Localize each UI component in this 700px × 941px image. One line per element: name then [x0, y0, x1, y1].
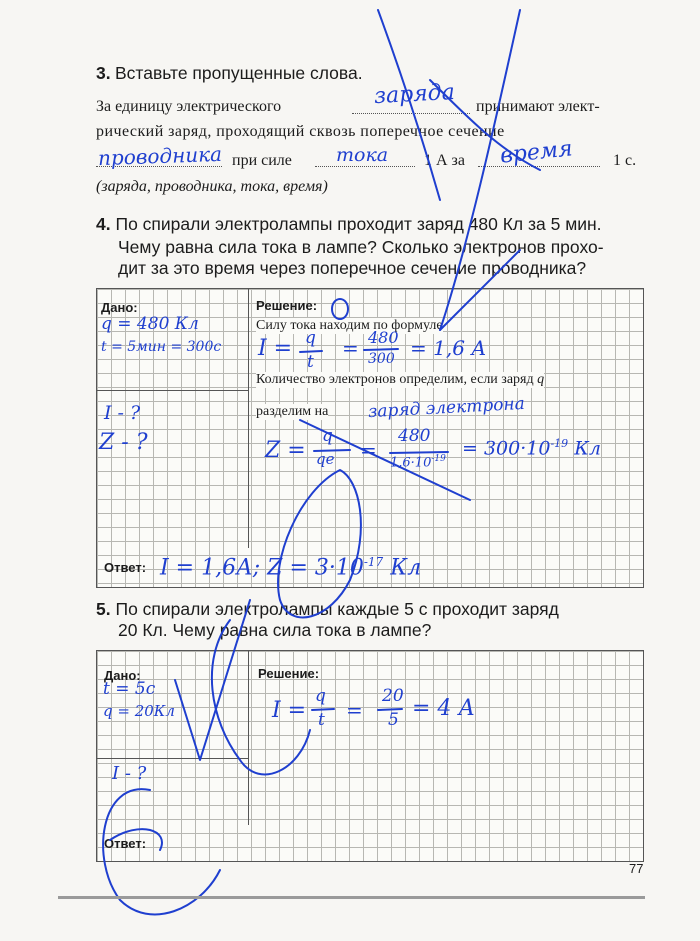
- task4-f1-res: = 1,6 А: [410, 336, 487, 360]
- task3-title: Вставьте пропущенные слова.: [114, 63, 363, 83]
- task3-answer2: проводника: [97, 141, 223, 171]
- task4-f1-num: q: [305, 328, 316, 348]
- task5-dano-label: Дано:: [104, 668, 141, 683]
- task4-f2-res-unit: Кл: [574, 437, 602, 460]
- t4-f2-bar2: [390, 452, 448, 453]
- task4-hw-answer-unit: Кл: [390, 555, 422, 581]
- task4-otvet-label: Ответ:: [104, 560, 147, 575]
- task4-sol-text3: разделим на: [256, 404, 329, 419]
- t4-circle: [332, 299, 348, 319]
- task4-f2-num: q: [322, 426, 333, 446]
- task5-number: 5.: [96, 599, 111, 619]
- task3-options: (заряда, проводника, тока, время): [96, 178, 328, 195]
- task4-hw-fill: заряд электрона: [367, 393, 526, 423]
- task5-f-num: q: [315, 686, 326, 706]
- task5-f-lhs: I =: [272, 698, 307, 723]
- task5-line2: 20 Кл. Чему равна сила тока в лампе?: [118, 620, 432, 640]
- task4-f1-den: t: [307, 352, 314, 372]
- task3-answer3: тока: [336, 144, 389, 166]
- task4-f2-res-base: = 300·10: [462, 437, 551, 460]
- task3-line1b: принимают элект-: [476, 98, 600, 115]
- task4-f1-eq: =: [342, 336, 359, 360]
- task5-f-den: t: [318, 710, 325, 730]
- task4-f1-num2: 480: [368, 328, 399, 347]
- task4-hw-find1: I - ?: [104, 402, 141, 424]
- task4-line2: Чему равна сила тока в лампе? Сколько электронов прохо-: [118, 237, 604, 257]
- task3-answer1: заряда: [373, 79, 456, 110]
- task5-f-eq: =: [346, 698, 363, 722]
- task5-reshenie-label: Решение:: [258, 666, 320, 681]
- task4-f2-res-exp: -19: [550, 437, 569, 450]
- t4-f2-bar1: [314, 450, 350, 451]
- task4-f1-den2: 300: [368, 351, 395, 367]
- task4-hw-q: q = 480 Кл: [101, 314, 199, 334]
- t4-f1-bar2: [364, 349, 398, 350]
- task4-sol-text1: Силу тока находим по формуле: [256, 318, 443, 333]
- task4-hw-t: t = 5мин = 300с: [101, 339, 222, 355]
- t5-f-bar1: [312, 709, 334, 710]
- big-c-1: [212, 620, 310, 774]
- task4-f2-lhs: Z =: [265, 438, 306, 463]
- task5-f-res: = 4 А: [412, 696, 476, 721]
- task4-hw-answer-base: I = 1,6А; Z = 3·10: [160, 555, 364, 581]
- footer-bar: [58, 896, 645, 899]
- slash-1: [378, 10, 440, 200]
- task4-reshenie-label: Решение:: [256, 298, 318, 313]
- task4-f1-lhs: I =: [258, 336, 293, 361]
- task4-number: 4.: [96, 214, 111, 234]
- task5-otvet-label: Ответ:: [104, 836, 147, 851]
- task3-line3c: 1 с.: [613, 152, 637, 169]
- task4-f2-den2-base: 1,6·10: [390, 455, 432, 471]
- t4-f1-bar1: [300, 351, 322, 352]
- slash-5: [300, 420, 470, 500]
- task5-hw-q: q = 20Кл: [103, 702, 175, 720]
- task5-text1: По спирали электролампы каждые 5 с проходит заряд: [115, 599, 559, 619]
- big-o-1: [278, 470, 361, 617]
- task4-text1: По спирали электролампы проходит заряд 480 Кл за 5 мин.: [115, 214, 602, 234]
- task3-line2: рический заряд, проходящий сквозь поперечное сечение: [96, 123, 505, 140]
- task4-f2-den2-exp: -19: [431, 454, 446, 464]
- big-hook: [110, 829, 162, 850]
- task4-sol-text2-var: q: [537, 372, 545, 387]
- task4-dano-label: Дано:: [101, 300, 138, 315]
- task4-hw-answer-exp: -17: [363, 555, 384, 569]
- t5-f-bar2: [378, 709, 402, 710]
- task4-line3: дит за это время через поперечное сечение проводника?: [118, 258, 587, 278]
- slash-3: [440, 10, 520, 330]
- task4-f2-den: qe: [316, 450, 335, 468]
- task3-line3b: 1 А за: [424, 152, 465, 169]
- task3-answer4: время: [498, 136, 574, 169]
- task4-hw-find2: Z - ?: [99, 430, 148, 455]
- task3-line1a: За единицу электрического: [96, 98, 282, 115]
- task5-f-num2: 20: [382, 686, 404, 706]
- page-number: 77: [629, 861, 644, 876]
- slash-2: [430, 80, 540, 170]
- task4-f2-eq: =: [360, 438, 377, 462]
- task4-sol-text2-main: Количество электронов определим, если заряд: [256, 372, 534, 387]
- task3-number: 3.: [96, 63, 111, 83]
- task5-f-den2: 5: [388, 710, 399, 730]
- task3-line3a: при силе: [232, 152, 292, 169]
- task5-hw-find: I - ?: [112, 763, 147, 784]
- task4-f2-num2: 480: [398, 426, 431, 446]
- task5-hw-t: t = 5с: [103, 679, 156, 699]
